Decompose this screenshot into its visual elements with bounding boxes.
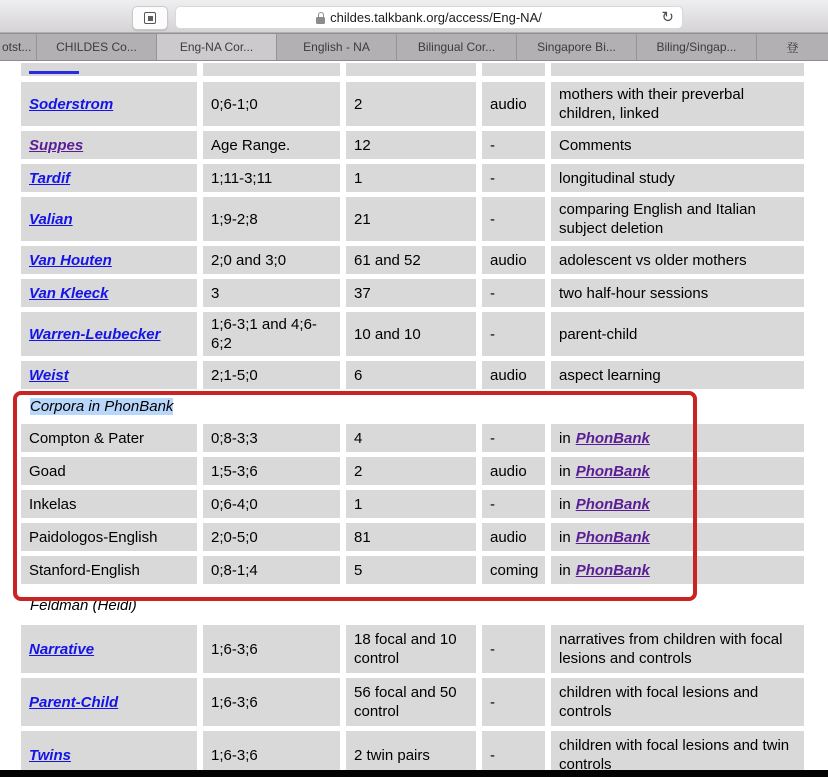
comments-cell	[551, 63, 804, 76]
comments-cell: children with focal lesions and controls	[551, 678, 804, 726]
corpus-link[interactable]: Van Kleeck	[29, 284, 109, 302]
corpus-link[interactable]: Parent-Child	[29, 693, 119, 711]
media-cell: -	[482, 131, 545, 159]
participants-cell: 37	[346, 279, 476, 307]
age-cell: 1;6-3;6	[203, 731, 340, 770]
age-cell: Age Range.	[203, 131, 340, 159]
tab-overview-button[interactable]	[132, 6, 168, 30]
comments-cell: two half-hour sessions	[551, 279, 804, 307]
participants-cell: 21	[346, 197, 476, 241]
corpus-name-cell	[21, 625, 197, 673]
corpus-link[interactable]: Warren-Leubecker	[29, 325, 161, 343]
participants-cell: 81	[346, 523, 476, 551]
media-cell: -	[482, 490, 545, 518]
comments-cell: narratives from children with focal lesions and controls	[551, 625, 804, 673]
corpus-name-cell	[21, 678, 197, 726]
media-cell: audio	[482, 82, 545, 126]
participants-cell	[346, 63, 476, 76]
comments-cell: aspect learning	[551, 361, 804, 389]
participants-cell: 1	[346, 164, 476, 192]
corpus-name-cell	[21, 197, 197, 241]
table-row	[21, 131, 828, 159]
media-cell: -	[482, 279, 545, 307]
comments-cell: in PhonBank	[551, 523, 804, 551]
age-cell: 1;5-3;6	[203, 457, 340, 485]
corpus-name-cell	[21, 361, 197, 389]
media-cell: -	[482, 197, 545, 241]
phonbank-link[interactable]: PhonBank	[575, 561, 650, 579]
participants-cell: 4	[346, 424, 476, 452]
comments-cell: Comments	[551, 131, 804, 159]
table-row	[21, 361, 828, 389]
comments-cell: children with focal lesions and twin controls	[551, 731, 804, 770]
corpus-link[interactable]: Soderstrom	[29, 95, 114, 113]
padlock-icon	[316, 12, 325, 24]
corpus-link[interactable]: Weist	[29, 366, 69, 384]
age-cell: 0;8-3;3	[203, 424, 340, 452]
participants-cell: 61 and 52	[346, 246, 476, 274]
media-cell: -	[482, 164, 545, 192]
tab-partial-right[interactable]: 登	[757, 34, 828, 60]
participants-cell: 12	[346, 131, 476, 159]
corpus-link[interactable]: Twins	[29, 746, 71, 764]
corpus-name-cell: Goad	[21, 457, 197, 485]
tab-eng-na-cor[interactable]: Eng-NA Cor...	[157, 34, 277, 60]
media-cell: coming	[482, 556, 545, 584]
media-cell: -	[482, 424, 545, 452]
table-row	[21, 523, 828, 551]
comments-cell: longitudinal study	[551, 164, 804, 192]
phonbank-link[interactable]: PhonBank	[575, 429, 650, 447]
section-header-phonbank	[30, 397, 828, 416]
table-row	[21, 82, 828, 126]
reload-icon[interactable]: ↻	[661, 8, 674, 26]
participants-cell: 18 focal and 10 control	[346, 625, 476, 673]
media-cell	[482, 63, 545, 76]
corpus-link[interactable]: Van Houten	[29, 251, 112, 269]
corpus-link[interactable]: Tardif	[29, 169, 71, 187]
square-in-square-icon	[144, 12, 156, 24]
media-cell: -	[482, 625, 545, 673]
table-row	[21, 678, 828, 726]
media-cell: audio	[482, 361, 545, 389]
table-row	[21, 424, 828, 452]
corpus-name-cell	[21, 82, 197, 126]
age-cell: 2;0-5;0	[203, 523, 340, 551]
corpus-name-cell	[21, 246, 197, 274]
comments-cell: in PhonBank	[551, 457, 804, 485]
corpora-table	[21, 63, 828, 770]
media-cell: audio	[482, 457, 545, 485]
corpus-link[interactable]: Suppes	[29, 136, 84, 154]
tab-bilingual[interactable]: Bilingual Cor...	[397, 34, 517, 60]
page-content	[0, 61, 828, 770]
table-row	[21, 731, 828, 770]
comments-cell: comparing English and Italian subject deletion	[551, 197, 804, 241]
table-row	[21, 312, 828, 356]
age-cell: 2;1-5;0	[203, 361, 340, 389]
age-cell: 1;6-3;6	[203, 625, 340, 673]
corpus-name-cell	[21, 63, 197, 76]
bottom-edge-bar	[0, 770, 828, 777]
comments-cell: parent-child	[551, 312, 804, 356]
corpus-name-cell	[21, 164, 197, 192]
tab-otst[interactable]: otst...	[0, 34, 37, 60]
tab-childes[interactable]: CHILDES Co...	[37, 34, 157, 60]
participants-cell: 2	[346, 457, 476, 485]
age-cell: 0;8-1;4	[203, 556, 340, 584]
participants-cell: 1	[346, 490, 476, 518]
corpus-name-cell	[21, 279, 197, 307]
table-row	[21, 625, 828, 673]
table-row	[21, 490, 828, 518]
participants-cell: 6	[346, 361, 476, 389]
table-row	[21, 279, 828, 307]
media-cell: audio	[482, 246, 545, 274]
corpus-name-cell: Stanford-English	[21, 556, 197, 584]
corpus-name-cell	[21, 312, 197, 356]
comments-cell: mothers with their preverbal children, linked	[551, 82, 804, 126]
phonbank-link[interactable]: PhonBank	[575, 495, 650, 513]
table-row	[21, 457, 828, 485]
tab-singapore[interactable]: Singapore Bi...	[517, 34, 637, 60]
age-cell: 2;0 and 3;0	[203, 246, 340, 274]
corpus-name-cell	[21, 131, 197, 159]
section-header-feldman: Feldman (Heidi)	[30, 597, 137, 614]
corpus-name-cell	[21, 731, 197, 770]
tab-biling-singap[interactable]: Biling/Singap...	[637, 34, 757, 60]
tab-bar	[0, 33, 828, 61]
corpus-name-cell: Inkelas	[21, 490, 197, 518]
participants-cell: 10 and 10	[346, 312, 476, 356]
age-cell: 3	[203, 279, 340, 307]
corpus-name-cell: Compton & Pater	[21, 424, 197, 452]
corpus-link[interactable]: Narrative	[29, 640, 95, 658]
age-cell: 1;9-2;8	[203, 197, 340, 241]
comments-cell: adolescent vs older mothers	[551, 246, 804, 274]
comments-cell: in PhonBank	[551, 424, 804, 452]
table-row-partial	[21, 63, 828, 76]
corpus-name-cell: Paidologos-English	[21, 523, 197, 551]
age-cell: 0;6-4;0	[203, 490, 340, 518]
media-cell: -	[482, 678, 545, 726]
age-cell: 1;6-3;1 and 4;6-6;2	[203, 312, 340, 356]
comments-cell: in PhonBank	[551, 556, 804, 584]
age-cell: 1;6-3;6	[203, 678, 340, 726]
table-row	[21, 246, 828, 274]
media-cell: -	[482, 731, 545, 770]
tab-english-na[interactable]: English - NA	[277, 34, 397, 60]
browser-toolbar	[0, 0, 828, 33]
participants-cell: 2 twin pairs	[346, 731, 476, 770]
participants-cell: 56 focal and 50 control	[346, 678, 476, 726]
age-cell: 0;6-1;0	[203, 82, 340, 126]
highlighted-text: Corpora in PhonBank	[30, 398, 174, 415]
address-bar[interactable]	[175, 6, 683, 29]
age-cell	[203, 63, 340, 76]
truncated-link-fragment	[29, 71, 79, 74]
participants-cell: 2	[346, 82, 476, 126]
url-text: childes.talkbank.org/access/Eng-NA/	[330, 10, 542, 25]
participants-cell: 5	[346, 556, 476, 584]
table-row	[21, 556, 828, 584]
media-cell: audio	[482, 523, 545, 551]
phonbank-link[interactable]: PhonBank	[575, 462, 650, 480]
table-row	[21, 164, 828, 192]
media-cell: -	[482, 312, 545, 356]
corpus-link[interactable]: Valian	[29, 210, 73, 228]
table-row	[21, 197, 828, 241]
age-cell: 1;11-3;11	[203, 164, 340, 192]
comments-cell: in PhonBank	[551, 490, 804, 518]
phonbank-link[interactable]: PhonBank	[575, 528, 650, 546]
